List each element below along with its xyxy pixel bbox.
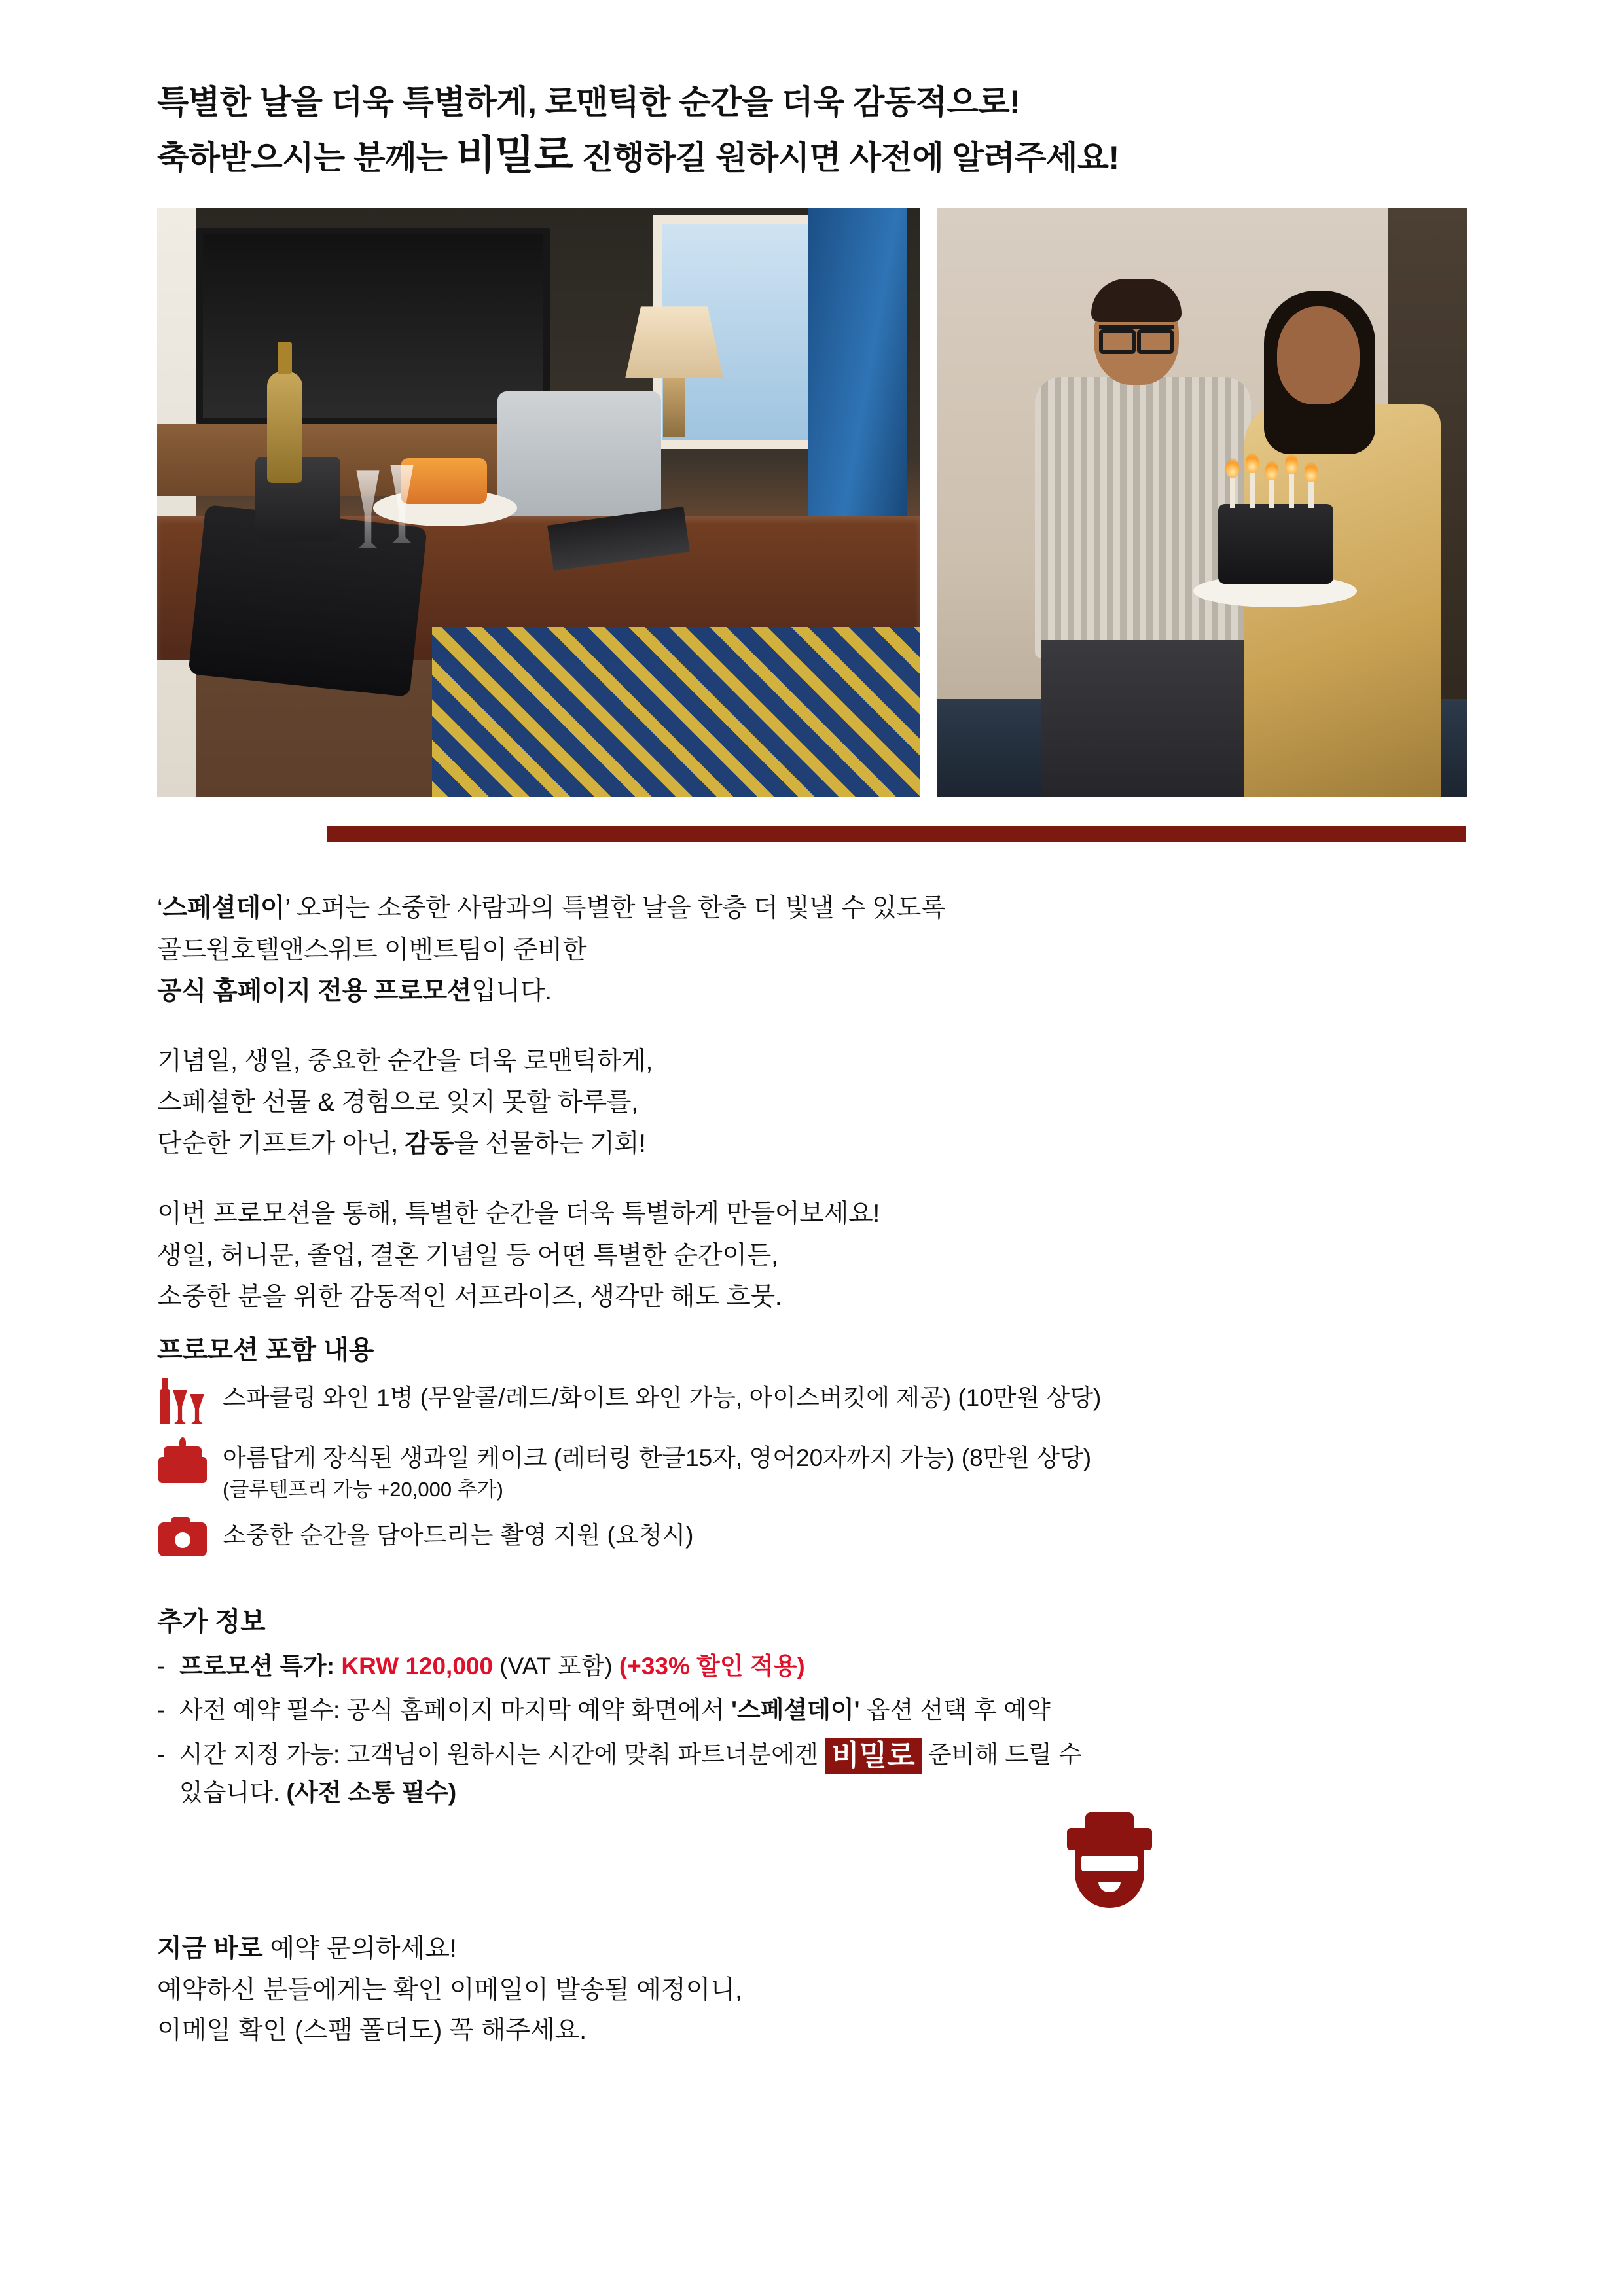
headline-line-2-prefix: 축하받으시는 분께는 xyxy=(157,139,456,176)
hotel-room-photo xyxy=(157,208,920,797)
closing-line-3: 이메일 확인 (스팸 폴더도) 꼭 해주세요. xyxy=(157,2017,587,2045)
bullet-dash: - xyxy=(157,1696,166,1724)
woman-face xyxy=(1277,306,1360,404)
spy-agent-icon xyxy=(1060,1818,1159,1916)
birthday-cake-icon xyxy=(157,1436,208,1487)
benefit-line-1: 기념일, 생일, 중요한 순간을 더욱 로맨틱하게, xyxy=(157,1047,653,1075)
intro-paragraph-2 xyxy=(157,1041,1467,1165)
room-wall xyxy=(157,208,196,797)
include-item-subtext: (글루텐프리 가능 +20,000 추가) xyxy=(223,1478,503,1501)
photo-gallery xyxy=(157,208,1467,797)
wine-bottle-and-glasses-icon xyxy=(157,1376,208,1427)
reservation-text-prefix: 사전 예약 필수: 공식 홈페이지 마지막 예약 화면에서 xyxy=(179,1696,732,1724)
camera-icon xyxy=(157,1513,208,1564)
include-item-text: 스파클링 와인 1병 (무알콜/레드/화이트 와인 가능, 아이스버킷에 제공) (10만원 상당) xyxy=(223,1384,1102,1411)
champagne-bottle-icon xyxy=(267,372,302,483)
reservation-line xyxy=(157,1691,1467,1729)
price-value: KRW 120,000 xyxy=(341,1652,494,1679)
bullet-dash: - xyxy=(157,1740,166,1768)
couple-illustration xyxy=(937,208,1467,797)
include-item-text: 소중한 순간을 담아드리는 촬영 지원 (요청시) xyxy=(223,1521,694,1549)
option-name: '스페셜데이' xyxy=(731,1696,860,1724)
patterned-carpet xyxy=(432,627,920,797)
quote-open: ‘ xyxy=(157,894,163,923)
lamp-icon xyxy=(625,306,723,378)
benefit-line-3-suffix: 을 선물하는 기회! xyxy=(454,1130,646,1158)
benefit-emphasis: 감동 xyxy=(405,1130,454,1158)
promo-line-3: 소중한 분을 위한 감동적인 서프라이즈, 생각만 해도 흐뭇. xyxy=(157,1282,782,1311)
timing-line xyxy=(157,1736,1467,1812)
secret-badge: 비밀로 xyxy=(825,1738,922,1774)
intro-line-3-rest: 입니다. xyxy=(471,977,552,1005)
timing-text-prefix: 시간 지정 가능: 고객님이 원하시는 시간에 맞춰 파트너분에겐 xyxy=(179,1740,825,1768)
reservation-text-suffix: 옵션 선택 후 예약 xyxy=(859,1696,1051,1724)
list-item xyxy=(157,1513,1467,1564)
discount-badge: (+33% 할인 적용) xyxy=(619,1652,805,1679)
tv-icon xyxy=(196,228,550,424)
headline-line-2 xyxy=(157,126,1467,185)
couple-photo xyxy=(937,208,1467,797)
intro-line-1: ’ 오퍼는 소중한 사람과의 특별한 날을 한층 더 빛낼 수 있도록 xyxy=(285,894,946,923)
timing-text-suffix: 준비해 드릴 수 xyxy=(921,1740,1082,1768)
cta-bold: 지금 바로 xyxy=(157,1935,263,1964)
extra-info-title: 추가 정보 xyxy=(157,1607,266,1636)
section-divider xyxy=(327,826,1466,842)
price-label: 프로모션 특가: xyxy=(179,1652,335,1679)
price-line xyxy=(157,1647,1467,1685)
vat-note: (VAT 포함) xyxy=(499,1652,613,1679)
intro-line-2: 골드원호텔앤스위트 이벤트팀이 준비한 xyxy=(157,935,587,964)
benefit-line-3-prefix: 단순한 기프트가 아닌, xyxy=(157,1130,405,1158)
include-item-block xyxy=(223,1436,1091,1504)
man-trousers xyxy=(1041,640,1251,797)
benefit-line-2: 스페셜한 선물 & 경험으로 잊지 못할 하루를, xyxy=(157,1088,638,1117)
chocolate-cake-icon xyxy=(1218,504,1333,584)
list-item xyxy=(157,1376,1467,1427)
intro-paragraph-3 xyxy=(157,1193,1467,1318)
page-title xyxy=(157,0,1467,185)
extra-info-section xyxy=(157,1601,1467,1916)
eyeglasses-icon xyxy=(1099,325,1174,346)
bullet-dash: - xyxy=(157,1652,166,1679)
promo-line-1: 이번 프로모션을 통해, 특별한 순간을 더욱 특별하게 만들어보세요! xyxy=(157,1200,880,1229)
hotel-room-illustration xyxy=(157,208,920,797)
closing-line-2: 예약하신 분들에게는 확인 이메일이 발송될 예정이니, xyxy=(157,1975,742,2004)
includes-title: 프로모션 포함 내용 xyxy=(157,1335,374,1365)
intro-paragraph-1 xyxy=(157,888,1467,1012)
headline-line-1: 특별한 날을 더욱 특별하게, 로맨틱한 순간을 더욱 감동적으로! xyxy=(157,84,1020,120)
cake-icon xyxy=(401,458,487,504)
intro-copy xyxy=(157,888,1467,1318)
intro-line-3-bold: 공식 홈페이지 전용 프로모션 xyxy=(157,977,472,1005)
man-hair xyxy=(1091,279,1182,322)
closing-section xyxy=(157,1929,1467,2051)
timing-text-cont: 있습니다. xyxy=(179,1779,287,1806)
timing-text-wrap xyxy=(157,1774,1467,1811)
includes-section xyxy=(157,1329,1467,1564)
offer-name: 스페셜데이 xyxy=(162,894,285,923)
include-item-text: 아름답게 장식된 생과일 케이크 (레터링 한글15자, 영어20자까지 가능) (8만원 상당) xyxy=(223,1444,1092,1471)
timing-note-bold: (사전 소통 필수) xyxy=(286,1779,457,1806)
promo-line-2: 생일, 허니문, 졸업, 결혼 기념일 등 어떤 특별한 순간이든, xyxy=(157,1241,778,1270)
secret-keyword: 비밀로 xyxy=(456,132,573,178)
headline-line-2-suffix: 진행하길 원하시면 사전에 알려주세요! xyxy=(573,139,1119,176)
cta-rest: 예약 문의하세요! xyxy=(262,1935,457,1964)
lamp-base xyxy=(663,378,685,437)
candles-icon xyxy=(1226,459,1324,508)
list-item xyxy=(157,1436,1467,1504)
